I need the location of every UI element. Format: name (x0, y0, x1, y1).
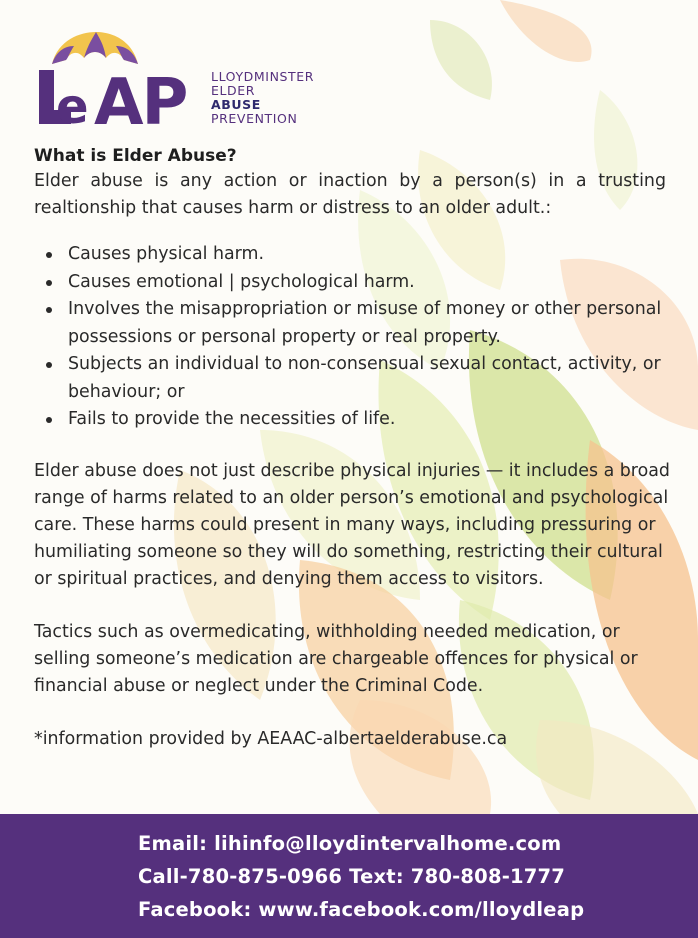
leap-logo (34, 30, 324, 130)
tactics-paragraph: Tactics such as overmedicating, withholding needed medication, or selling someone’s medication are chargeable offences for physical or financial abuse or neglect under the Criminal Code. (34, 621, 638, 696)
page-title: What is Elder Abuse? (34, 146, 237, 166)
intro-paragraph: Elder abuse is any action or inaction by a person(s) in a trusting realtionship that causes harm or distress to an older adult.: (34, 171, 666, 218)
logo-line-3: ABUSE (211, 97, 261, 112)
list-item: Subjects an individual to non-consensual sexual contact, activity, or behaviour; or (34, 351, 674, 406)
logo-line-2: ELDER (211, 83, 256, 98)
list-item: Fails to provide the necessities of life. (34, 406, 674, 434)
abuse-types-list (34, 241, 674, 434)
email-line[interactable]: Email: lihinfo@lloydintervalhome.com (138, 832, 562, 855)
svg-text:AP: AP (94, 66, 187, 130)
phone-line[interactable]: Call-780-875-0966 Text: 780-808-1777 (138, 865, 566, 888)
umbrella-logo-mark (34, 30, 209, 130)
list-item: Causes physical harm. (34, 241, 674, 269)
svg-text:e: e (56, 79, 89, 130)
facebook-line[interactable]: Facebook: www.facebook.com/lloydleap (138, 898, 585, 921)
contact-footer (0, 814, 698, 938)
list-item: Involves the misappropriation or misuse of money or other personal possessions or personal property or real property. (34, 296, 674, 351)
main-content (34, 144, 674, 753)
logo-wordmark (211, 70, 314, 126)
logo-line-4: PREVENTION (211, 111, 298, 126)
harms-paragraph: Elder abuse does not just describe physical injuries — it includes a broad range of harms related to an older person’s emotional and psychological care. These harms could present in many ways, including pressuring or humiliating someone so they will do something, restricting their cultural or spiritual practices, and denying them access to visitors. (34, 460, 670, 589)
source-credit: *information provided by AEAAC-albertaelderabuse.ca (34, 728, 508, 749)
list-item: Causes emotional | psychological harm. (34, 269, 674, 297)
logo-line-1: LLOYDMINSTER (211, 69, 315, 84)
